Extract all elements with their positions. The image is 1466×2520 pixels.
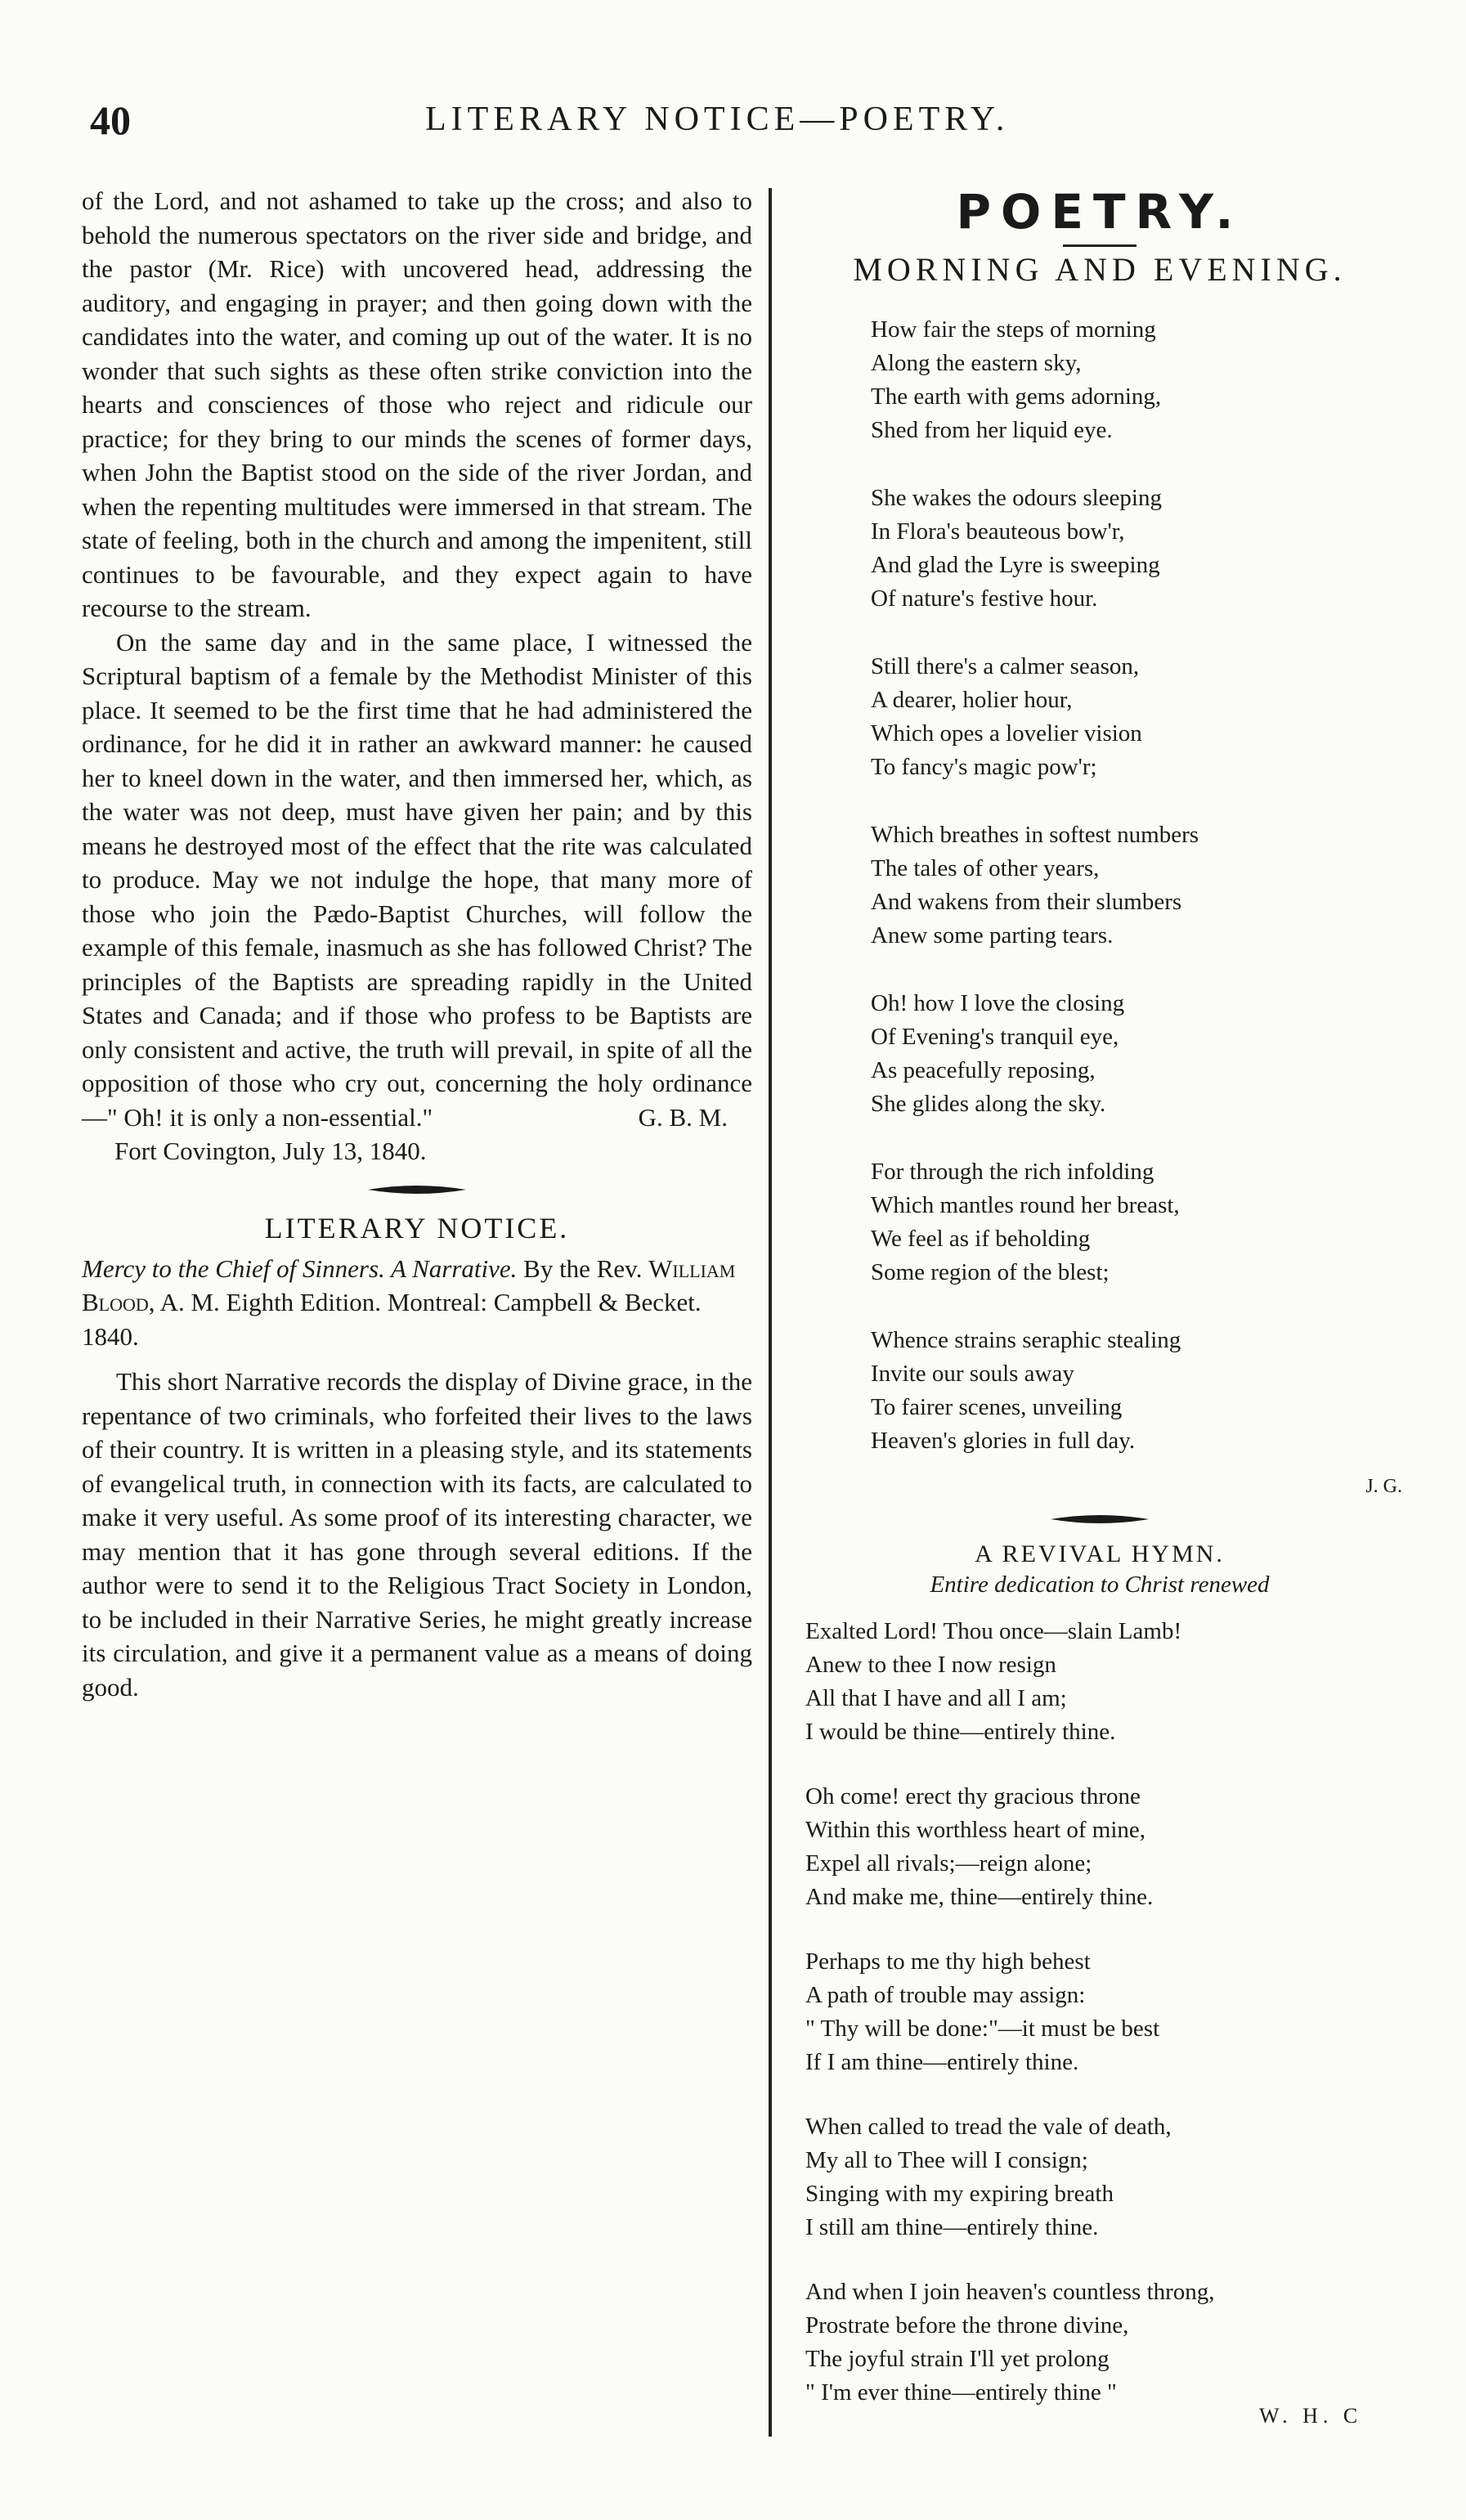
verse-line: Some region of the blest; bbox=[871, 1259, 1110, 1285]
stanza bbox=[805, 2110, 1410, 2244]
verse-line: The joyful strain I'll yet prolong bbox=[805, 2346, 1110, 2372]
verse-line: And when I join heaven's countless throng, bbox=[805, 2279, 1215, 2305]
verse-line: Invite our souls away bbox=[871, 1361, 1074, 1387]
verse-line: If I am thine—entirely thine. bbox=[805, 2049, 1079, 2075]
ornament-divider bbox=[1051, 1513, 1149, 1526]
stanza bbox=[805, 2276, 1410, 2410]
verse-line: Oh! how I love the closing bbox=[871, 990, 1125, 1016]
right-column bbox=[789, 184, 1410, 2441]
stanza bbox=[871, 987, 1410, 1121]
stanza bbox=[871, 482, 1410, 616]
stanza bbox=[871, 650, 1410, 784]
verse-line: I would be thine—entirely thine. bbox=[805, 1719, 1116, 1745]
verse-line: I still am thine—entirely thine. bbox=[805, 2214, 1099, 2240]
poem-title: MORNING AND EVENING. bbox=[853, 251, 1347, 288]
stanza bbox=[805, 1945, 1410, 2079]
page-number: 40 bbox=[90, 97, 131, 143]
verse-line: My all to Thee will I consign; bbox=[805, 2147, 1088, 2173]
hymn-signature: W. H. C bbox=[1259, 2404, 1363, 2428]
literary-notice-heading: LITERARY NOTICE. bbox=[264, 1211, 570, 1244]
stanza bbox=[871, 313, 1410, 447]
book-citation bbox=[82, 1252, 752, 1354]
verse-line: The tales of other years, bbox=[871, 855, 1100, 881]
verse-line: Anew some parting tears. bbox=[871, 922, 1114, 948]
verse-line: Prostrate before the throne divine, bbox=[805, 2312, 1129, 2338]
poem-morning-and-evening bbox=[789, 313, 1410, 1458]
verse-line: The earth with gems adorning, bbox=[871, 383, 1162, 410]
dateline: Fort Covington, July 13, 1840. bbox=[114, 1137, 427, 1165]
verse-line: To fancy's magic pow'r; bbox=[871, 754, 1097, 780]
hymn-revival bbox=[789, 1615, 1410, 2410]
verse-line: A path of trouble may assign: bbox=[805, 1982, 1086, 2008]
page-header bbox=[0, 96, 1466, 162]
verse-line: Which opes a lovelier vision bbox=[871, 720, 1142, 747]
poem-signature: J. G. bbox=[1365, 1476, 1402, 1497]
verse-line: Exalted Lord! Thou once—slain Lamb! bbox=[805, 1618, 1182, 1644]
verse-line: Which breathes in softest numbers bbox=[871, 822, 1199, 848]
verse-line: All that I have and all I am; bbox=[805, 1685, 1067, 1711]
paragraph-baptism-account: of the Lord, and not ashamed to take up the cross; and also to behold the numerous spectators on the river side and bridge, and the pastor (Mr. Rice) with uncovered head, addressing the auditory, and engaging in prayer; and then going down with the candidates into the water, and coming up out of the water. It is no wonder that such sights as these often strike conviction into the hearts and consciences of those who reject and ridicule our practice; for they bring to our minds the scenes of former days, when John the Baptist stood on the side of the river Jordan, and when the repenting multitudes were immersed in that stream. The state of feeling, both in the church and among the impenitent, still continues to be favourable, and they expect again to have recourse to the stream. bbox=[82, 186, 752, 622]
verse-line: Expel all rivals;—reign alone; bbox=[805, 1850, 1092, 1877]
stanza bbox=[871, 818, 1410, 953]
book-by: By the Rev. bbox=[523, 1253, 643, 1283]
paragraph-review: This short Narrative records the display of Divine grace, in the repentance of two criminals, who forfeited their lives to the laws of their country. It is written in a pleasing style, and its statements of evangelical truth, in connection with its facts, are calculated to make it very useful. As some proof of its interesting character, we may mention that it has gone through several editions. If the author were to send it to the Religious Tract Society in London, to be included in their Narrative Series, he might greatly increase its circulation, and give it a permanent value as a means of doing good. bbox=[82, 1367, 752, 1702]
verse-line: Whence strains seraphic stealing bbox=[871, 1327, 1181, 1353]
verse-line: Of Evening's tranquil eye, bbox=[871, 1024, 1119, 1050]
verse-line: Perhaps to me thy high behest bbox=[805, 1948, 1091, 1975]
stanza bbox=[871, 1155, 1410, 1289]
book-author: William Blood bbox=[82, 1253, 736, 1316]
book-title: Mercy to the Chief of Sinners. A Narrative. bbox=[82, 1253, 518, 1283]
column-divider bbox=[769, 188, 772, 2437]
stanza bbox=[805, 1615, 1410, 1749]
verse-line: How fair the steps of morning bbox=[871, 316, 1156, 343]
verse-line: In Flora's beauteous bow'r, bbox=[871, 518, 1125, 545]
verse-line: A dearer, holier hour, bbox=[871, 687, 1073, 713]
verse-line: As peacefully reposing, bbox=[871, 1057, 1096, 1083]
book-details: , A. M. Eighth Edition. Montreal: Campbell & Becket. 1840. bbox=[82, 1288, 702, 1351]
stanza bbox=[871, 1324, 1410, 1458]
verse-line: " I'm ever thine—entirely thine " bbox=[805, 2379, 1117, 2406]
verse-line: To fairer scenes, unveiling bbox=[871, 1394, 1123, 1420]
hymn-title: A REVIVAL HYMN. bbox=[975, 1540, 1225, 1567]
author-signature: G. B. M. bbox=[638, 1102, 728, 1132]
verse-line: Heaven's glories in full day. bbox=[871, 1428, 1136, 1454]
verse-line: And make me, thine—entirely thine. bbox=[805, 1884, 1154, 1910]
hymn-subtitle: Entire dedication to Christ renewed bbox=[930, 1572, 1270, 1598]
verse-line: Still there's a calmer season, bbox=[871, 653, 1140, 679]
verse-line: She wakes the odours sleeping bbox=[871, 485, 1162, 511]
verse-line: Oh come! erect thy gracious throne bbox=[805, 1783, 1141, 1809]
verse-line: Singing with my expiring breath bbox=[805, 2181, 1114, 2207]
verse-line: She glides along the sky. bbox=[871, 1091, 1106, 1117]
left-column bbox=[82, 184, 752, 1704]
running-head: LITERARY NOTICE—POETRY. bbox=[425, 101, 1010, 138]
ornament-divider bbox=[368, 1183, 466, 1196]
verse-line: Of nature's festive hour. bbox=[871, 585, 1098, 612]
poetry-heading: POETRY. bbox=[956, 184, 1244, 240]
verse-line: Anew to thee I now resign bbox=[805, 1652, 1056, 1678]
paragraph-methodist-baptism bbox=[82, 626, 752, 1135]
paragraph-text: On the same day and in the same place, I witnessed the Scriptural baptism of a female by the Methodist Minister of this place. It seemed to be the first time that he had administered the ordinance, for he did it in rather an awkward manner: he caused her to kneel down in the water, and then immersed her, which, as the water was not deep, must have given her pain; and by this means he destroyed most of the effect that the rite was calculated to produce. May we not indulge the hope, that many more of those who join the Pædo-Baptist Churches, will follow the example of this female, inasmuch as she has followed Christ? The principles of the Baptists are spreading rapidly in the United States and Canada; and if those who profess to be Baptists are only consistent and active, the truth will prevail, in spite of all the opposition of those who cry out, concerning the holy ordinance—" Oh! it is only a non-essential." bbox=[82, 627, 752, 1132]
heading-rule bbox=[1063, 244, 1136, 247]
verse-line: Shed from her liquid eye. bbox=[871, 417, 1113, 443]
verse-line: Within this worthless heart of mine, bbox=[805, 1817, 1146, 1843]
verse-line: Which mantles round her breast, bbox=[871, 1192, 1180, 1218]
verse-line: " Thy will be done:"—it must be best bbox=[805, 2016, 1160, 2042]
verse-line: When called to tread the vale of death, bbox=[805, 2114, 1172, 2140]
verse-line: Along the eastern sky, bbox=[871, 350, 1082, 376]
verse-line: For through the rich infolding bbox=[871, 1159, 1154, 1185]
verse-line: We feel as if beholding bbox=[871, 1226, 1091, 1252]
verse-line: And wakens from their slumbers bbox=[871, 889, 1182, 915]
verse-line: And glad the Lyre is sweeping bbox=[871, 552, 1160, 578]
stanza bbox=[805, 1780, 1410, 1914]
